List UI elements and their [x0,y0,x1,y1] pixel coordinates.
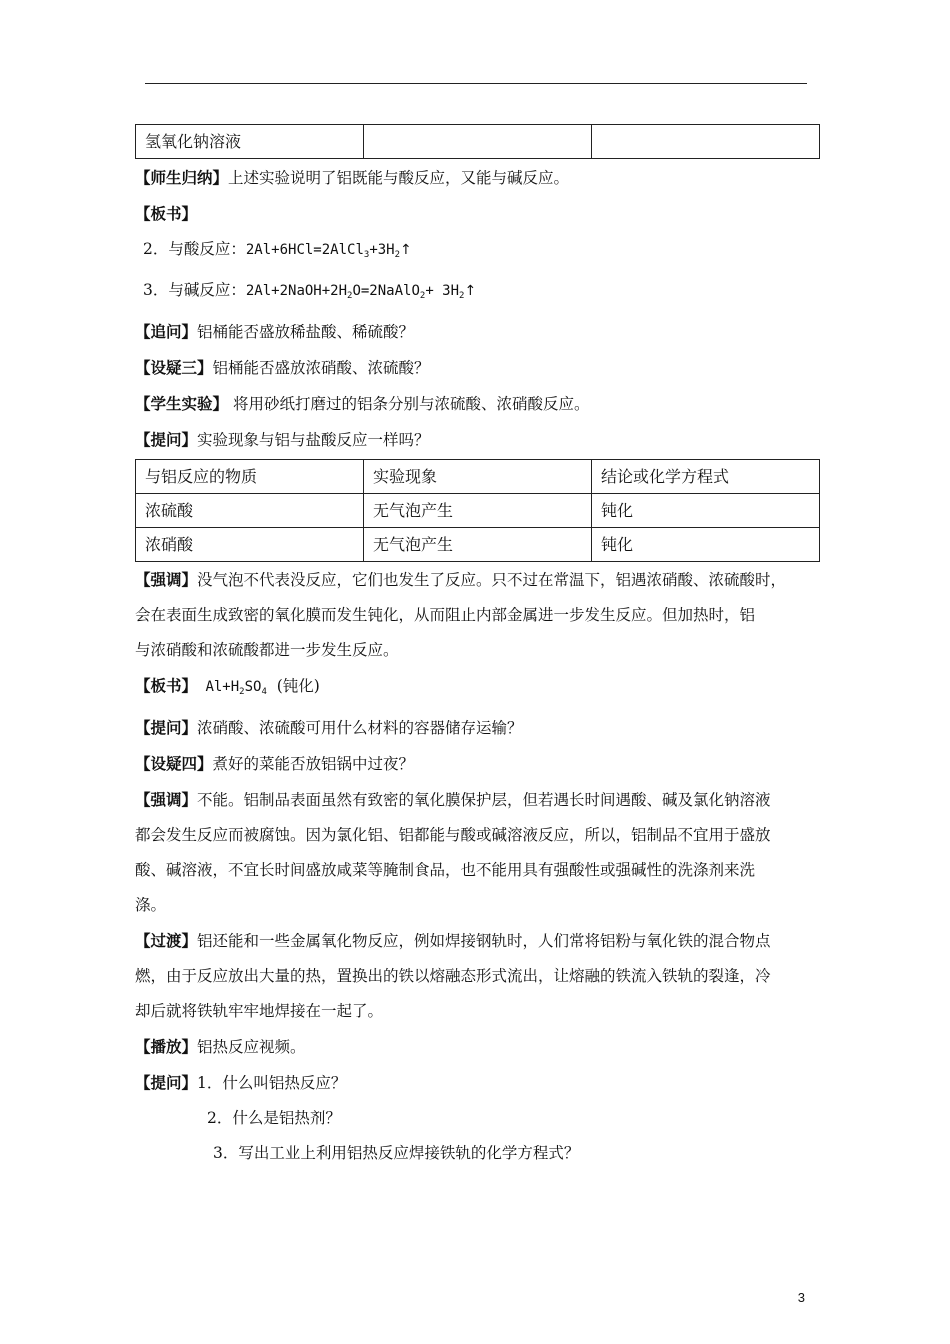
paragraph-ask-3 [135,1065,816,1101]
page-number: 3 [797,1290,805,1305]
tag-label: 【设疑四】 [135,754,213,773]
paragraph-text: 浓硝酸、浓硫酸可用什么材料的容器储存运输？ [197,719,523,737]
tag-label: 【板书】 [135,676,198,695]
paragraph-student-experiment [135,386,816,422]
table-row [136,528,820,562]
table-header-cell: 结论或化学方程式 [592,460,820,494]
table-cell: 钝化 [592,528,820,562]
table-cell: 浓硝酸 [136,528,364,562]
paragraph-line: 燃，由于反应放出大量的热，置换出的铁以熔融态形式流出，让熔融的铁流入铁轨的裂逢，冷 [135,967,771,985]
subscript: 2 [419,291,426,301]
tag-label: 【学生实验】 [135,394,229,413]
tag-label: 【提问】 [135,1073,198,1092]
paragraph-emphasis-1 [135,562,816,668]
paragraph-line [135,923,816,959]
paragraph-line [135,562,816,598]
tag-label: 【板书】 [135,204,198,223]
paragraph-text: 实验现象与铝与盐酸反应一样吗？ [197,431,430,449]
experiment-table-acids [135,459,820,562]
equation-acid [135,232,816,273]
equation-note: (钝化) [266,677,320,695]
paragraph-ask [135,422,816,458]
paragraph-line: 酸、碱溶液，不宜长时间盛放咸菜等腌制食品，也不能用具有强酸性或强碱性的洗涤剂来洗 [135,861,756,879]
equation-lead: 2．与酸反应： [143,240,246,258]
paragraph-text: 煮好的菜能否放铝锅中过夜？ [212,755,415,773]
tag-label: 【过渡】 [135,931,198,950]
up-arrow-icon: ↑ [464,283,477,299]
header-rule [145,83,807,84]
paragraph-transition [135,923,816,1029]
subscript: 2 [347,291,353,301]
paragraph-text: 不能。铝制品表面虽然有致密的氧化膜保护层，但若遇长时间遇酸、碱及氯化钠溶液 [197,791,771,809]
paragraph-text: 将用砂纸打磨过的铝条分别与浓硫酸、浓硝酸反应。 [228,395,590,413]
equation-text: 2Al+6HCl=2AlCl [245,242,364,258]
equation-text: +3H [369,242,395,258]
subscript: 2 [394,250,401,260]
question-item: 2．什么是铝热剂？ [207,1109,341,1127]
document-body [135,124,816,1171]
table-header-row [136,460,820,494]
tag-label: 【师生归纳】 [135,168,229,187]
table-cell [592,125,820,159]
table-row [136,494,820,528]
equation-lead: 3．与碱反应： [143,281,246,299]
equation-text: Al+H [197,679,240,695]
paragraph-ask-2 [135,710,816,746]
equation-text: SO [244,679,262,695]
paragraph-text: 铝热反应视频。 [197,1038,306,1056]
paragraph-followup [135,314,816,350]
table-cell: 氢氧化钠溶液 [136,125,364,159]
tag-label: 【强调】 [135,570,198,589]
paragraph-text: 没气泡不代表没反应，它们也发生了反应。只不过在常温下，铝遇浓硝酸、浓硫酸时， [197,571,787,589]
subscript: 2 [239,687,245,697]
equation-text: O=2NaAlO [352,283,420,299]
paragraph-text: 铝桶能否盛放稀盐酸、稀硫酸？ [197,323,415,341]
table-header-cell: 与铝反应的物质 [136,460,364,494]
table-row [136,125,820,159]
paragraph-summary [135,160,816,196]
paragraph-line: 都会发生反应而被腐蚀。因为氯化铝、铝都能与酸或碱溶液反应，所以，铝制品不宜用于盛放 [135,826,771,844]
equation-text: 2Al+2NaOH+2H [245,283,348,299]
table-cell [364,125,592,159]
paragraph-question-4 [135,746,816,782]
paragraph-emphasis-2 [135,782,816,923]
table-cell: 无气泡产生 [364,528,592,562]
question-item: 1．什么叫铝热反应？ [197,1074,347,1092]
up-arrow-icon: ↑ [400,242,412,258]
table-header-cell: 实验现象 [364,460,592,494]
experiment-table-naoh [135,124,820,159]
tag-label: 【提问】 [135,430,198,449]
equation-base [135,273,816,314]
subscript: 3 [363,250,370,260]
table-cell: 钝化 [592,494,820,528]
paragraph-text: 铝桶能否盛放浓硝酸、浓硫酸？ [212,359,430,377]
paragraph-line [135,782,816,818]
paragraph-question-3 [135,350,816,386]
equation-text: + 3H [425,283,460,299]
paragraph-board [135,196,816,232]
paragraph-text: 铝还能和一些金属氧化物反应，例如焊接钢轨时，人们常将铝粉与氧化铁的混合物点 [197,932,771,950]
tag-label: 【设疑三】 [135,358,213,377]
tag-label: 【强调】 [135,790,198,809]
tag-label: 【提问】 [135,718,198,737]
tag-label: 【播放】 [135,1037,198,1056]
paragraph-line: 却后就将铁轨牢牢地焊接在一起了。 [135,1002,384,1020]
paragraph-line: 会在表面生成致密的氧化膜而发生钝化，从而阻止内部金属进一步发生反应。但加热时，铝 [135,606,756,624]
paragraph-line: 与浓硝酸和浓硫酸都进一步发生反应。 [135,641,399,659]
subscript: 2 [459,291,465,301]
question-item: 3．写出工业上利用铝热反应焊接铁轨的化学方程式？ [213,1144,580,1162]
tag-label: 【追问】 [135,322,198,341]
subscript: 4 [261,687,267,697]
paragraph-play [135,1029,816,1065]
paragraph-line: 涤。 [135,896,167,914]
paragraph-board-2 [135,668,816,710]
paragraph-text: 上述实验说明了铝既能与酸反应，又能与碱反应。 [228,169,570,187]
table-cell: 无气泡产生 [364,494,592,528]
table-cell: 浓硫酸 [136,494,364,528]
